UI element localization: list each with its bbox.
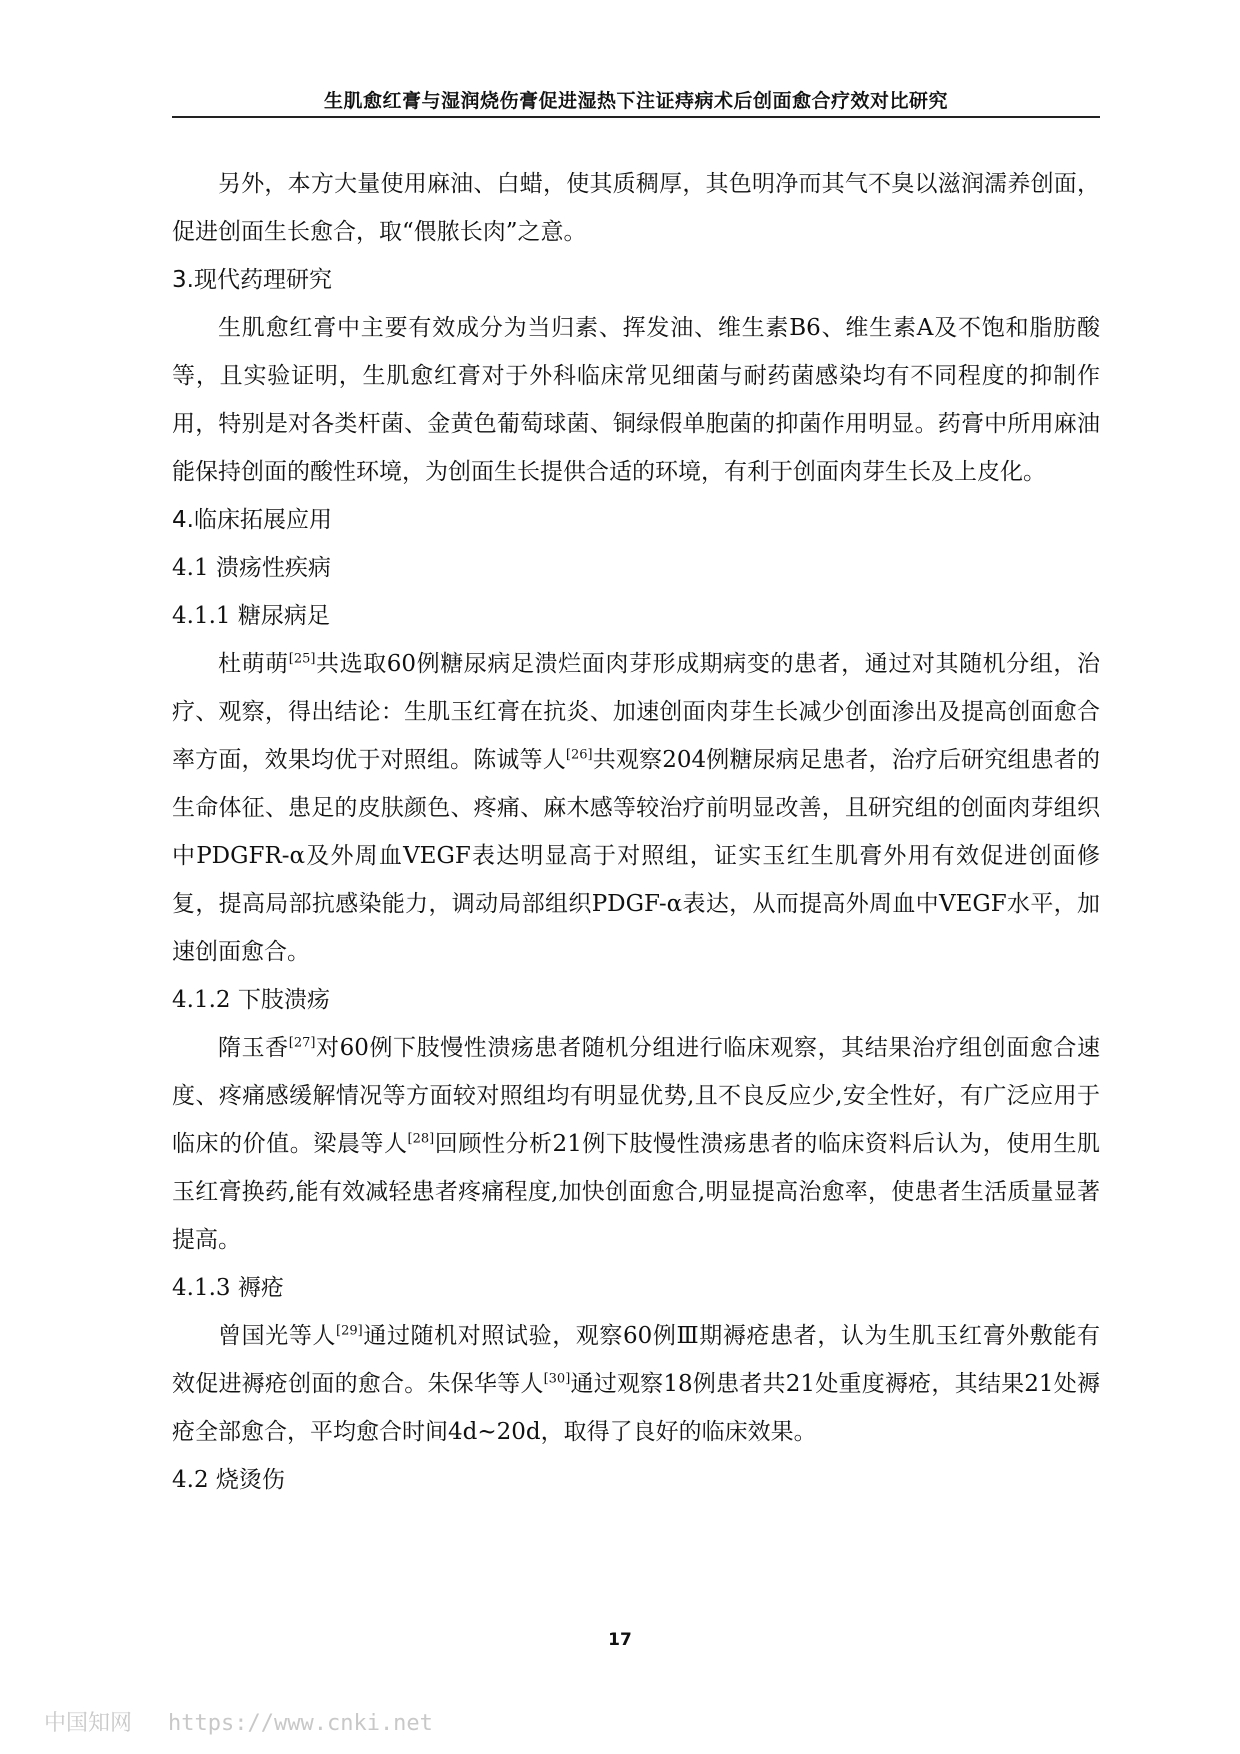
citation-25: [25]: [288, 651, 316, 667]
watermark-url: https://www.cnki.net: [168, 1711, 433, 1736]
paragraph-3: [172, 640, 1100, 976]
page-body: [172, 160, 1100, 1504]
p5-text-a: 曾国光等人: [218, 1323, 337, 1349]
heading-4-1-1: 4.1.1 糖尿病足: [172, 603, 330, 629]
heading-4-1-3: 4.1.3 褥疮: [172, 1275, 284, 1301]
citation-28: [28]: [407, 1131, 435, 1147]
p4-text-b: 对60例下肢慢性溃疡患者随机分组进行临床观察，其结果治疗组创面愈合速度、疼痛感缓解情况等方面较对照组均有明显优势,且不良反应少,安全性好，有广泛应用于临床的价值。梁晨等人: [172, 1035, 1100, 1157]
cnki-watermark: [44, 1706, 433, 1737]
citation-30: [30]: [543, 1371, 571, 1387]
paragraph-4: [172, 1024, 1100, 1264]
p3-text-c: 共观察204例糖尿病足患者，治疗后研究组患者的生命体征、患足的皮肤颜色、疼痛、麻木感等较治疗前明显改善，且研究组的创面肉芽组织中PDGFR-α及外周血VEGF表达明显高于对照组，证实玉红生肌膏外用有效促进创面修复，提高局部抗感染能力，调动局部组织PDGF-α表达，从而提高外周血中VEGF水平，加速创面愈合。: [172, 747, 1101, 965]
heading-4-1: 4.1 溃疡性疾病: [172, 555, 331, 581]
p4-text-a: 隋玉香: [218, 1035, 289, 1061]
paragraph-1: 另外，本方大量使用麻油、白蜡，使其质稠厚，其色明净而其气不臭以滋润濡养创面，促进创面生长愈合，取“偎脓长肉”之意。: [172, 171, 1100, 245]
paragraph-2: 生肌愈红膏中主要有效成分为当归素、挥发油、维生素B6、维生素A及不饱和脂肪酸等，且实验证明，生肌愈红膏对于外科临床常见细菌与耐药菌感染均有不同程度的抑制作用，特别是对各类杆菌、金黄色葡萄球菌、铜绿假单胞菌的抑菌作用明显。药膏中所用麻油能保持创面的酸性环境，为创面生长提供合适的环境，有利于创面肉芽生长及上皮化。: [172, 315, 1100, 485]
p5-text-c: 通过观察18例患者共21处重度褥疮，其结果21处褥疮全部愈合，平均愈合时间4d~20d，取得了良好的临床效果。: [172, 1371, 1101, 1445]
heading-4-1-2: 4.1.2 下肢溃疡: [172, 987, 330, 1013]
paragraph-5: [172, 1312, 1100, 1456]
p4-text-c: 回顾性分析21例下肢慢性溃疡患者的临床资料后认为，使用生肌玉红膏换药,能有效减轻患者疼痛程度,加快创面愈合,明显提高治愈率，使患者生活质量显著提高。: [172, 1131, 1100, 1253]
citation-26: [26]: [565, 747, 593, 763]
heading-4-2: 4.2 烧烫伤: [172, 1467, 285, 1493]
watermark-logo: 中国知网: [44, 1711, 133, 1736]
citation-29: [29]: [336, 1323, 363, 1339]
citation-27: [27]: [288, 1035, 316, 1051]
heading-4: 4.临床拓展应用: [172, 507, 332, 533]
heading-3: 3.现代药理研究: [172, 267, 332, 293]
page-number: 17: [608, 1630, 632, 1650]
header-rule: [172, 116, 1100, 118]
p3-text-b: 共选取60例糖尿病足溃烂面肉芽形成期病变的患者，通过对其随机分组，治疗、观察，得出结论：生肌玉红膏在抗炎、加速创面肉芽生长减少创面渗出及提高创面愈合率方面，效果均优于对照组。陈诚等人: [172, 651, 1100, 773]
p3-text-a: 杜萌萌: [218, 651, 289, 677]
p5-text-b: 通过随机对照试验，观察60例Ⅲ期褥疮患者，认为生肌玉红膏外敷能有效促进褥疮创面的愈合。朱保华等人: [172, 1323, 1101, 1397]
running-header: 生肌愈红膏与湿润烧伤膏促进湿热下注证痔病术后创面愈合疗效对比研究: [323, 90, 948, 112]
